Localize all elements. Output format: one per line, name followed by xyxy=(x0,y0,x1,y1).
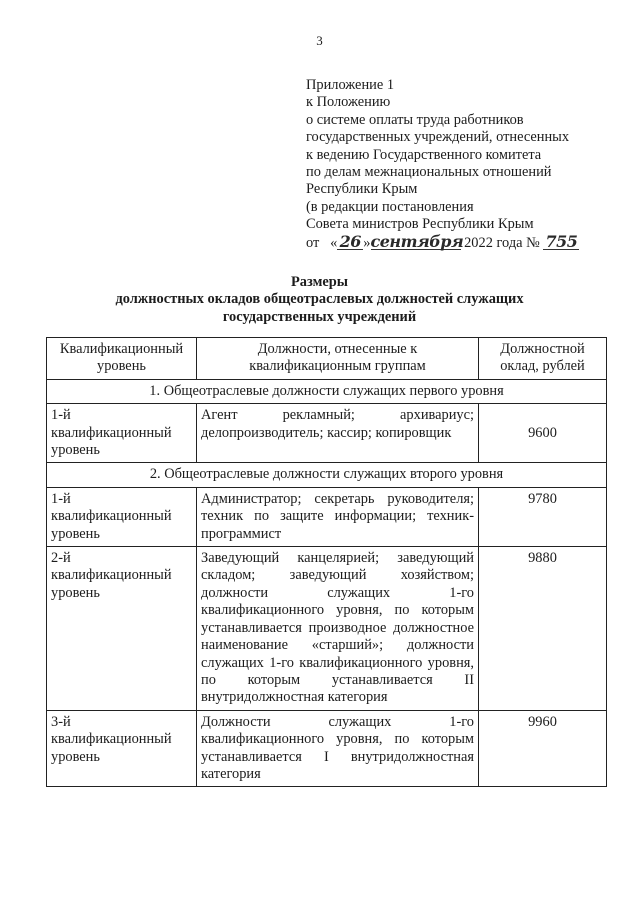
appendix-line: Приложение 1 xyxy=(306,77,395,93)
appendix-line: о системе оплаты труда работников xyxy=(306,111,524,128)
handwritten-day: 26 xyxy=(337,234,363,250)
section-row xyxy=(47,379,607,403)
close-quote: » xyxy=(363,234,371,251)
document-title xyxy=(0,274,639,326)
positions-cell: Агент рекламный; архивариус; делопроизводитель; кассир; копировщик xyxy=(197,404,479,463)
appendix-block xyxy=(306,77,616,252)
salary-table xyxy=(46,337,607,787)
header-level: Квалификационный уровень xyxy=(47,338,197,380)
appendix-line: к ведению Государственного комитета xyxy=(306,146,542,163)
positions-cell: Администратор; секретарь руководителя; техник по защите информации; техник-программист xyxy=(197,487,479,546)
appendix-line: Совета министров Республики Крым xyxy=(306,216,534,233)
handwritten-number: 755 xyxy=(543,234,579,250)
table-row xyxy=(47,404,607,463)
handwritten-month: сентября xyxy=(370,231,464,251)
level-cell: 3-й квалификационный уровень xyxy=(47,710,197,787)
table-row xyxy=(47,547,607,711)
title-line-1: Размеры xyxy=(291,274,348,290)
table-row xyxy=(47,710,607,787)
table-row xyxy=(47,487,607,546)
level-cell: 2-й квалификационный уровень xyxy=(47,547,197,711)
page-number: 3 xyxy=(316,33,323,48)
section-title: 2. Общеотраслевые должности служащих второго уровня xyxy=(47,463,607,487)
salary-cell: 9780 xyxy=(479,487,607,546)
title-line-2: должностных окладов общеотраслевых должностей служащих xyxy=(115,291,524,308)
salary-cell: 9880 xyxy=(479,547,607,711)
header-positions: Должности, отнесенные к квалификационным группам xyxy=(197,338,479,380)
appendix-date-line xyxy=(306,231,616,252)
header-salary: Должностной оклад, рублей xyxy=(479,338,607,380)
positions-cell: Должности служащих 1-го квалификационного уровня, по которым устанавливается I внутридолжностная категория xyxy=(197,710,479,787)
level-cell: 1-й квалификационный уровень xyxy=(47,404,197,463)
positions-cell: Заведующий канцелярией; заведующий складом; заведующий хозяйством; должности служащих 1-го квалификационного уровня, по которым устанавливается производное должностное наименование «старший»; должности служащих 1-го квалификационного уровня, по которым устанавливается II внутридолжностная категория xyxy=(197,547,479,711)
appendix-line: к Положению xyxy=(306,94,391,111)
section-row xyxy=(47,463,607,487)
salary-cell: 9600 xyxy=(479,404,607,463)
level-cell: 1-й квалификационный уровень xyxy=(47,487,197,546)
year-text: 2022 года № xyxy=(464,234,540,251)
title-line-3: государственных учреждений xyxy=(222,308,417,325)
date-prefix: от xyxy=(306,234,320,251)
appendix-line: государственных учреждений, отнесенных xyxy=(306,129,570,146)
table-header-row xyxy=(47,338,607,380)
appendix-line: по делам межнациональных отношений xyxy=(306,164,552,181)
section-title: 1. Общеотраслевые должности служащих первого уровня xyxy=(47,379,607,403)
open-quote: « xyxy=(330,234,338,251)
appendix-line: Республики Крым xyxy=(306,181,418,198)
appendix-line: (в редакции постановления xyxy=(306,198,474,215)
salary-cell: 9960 xyxy=(479,710,607,787)
